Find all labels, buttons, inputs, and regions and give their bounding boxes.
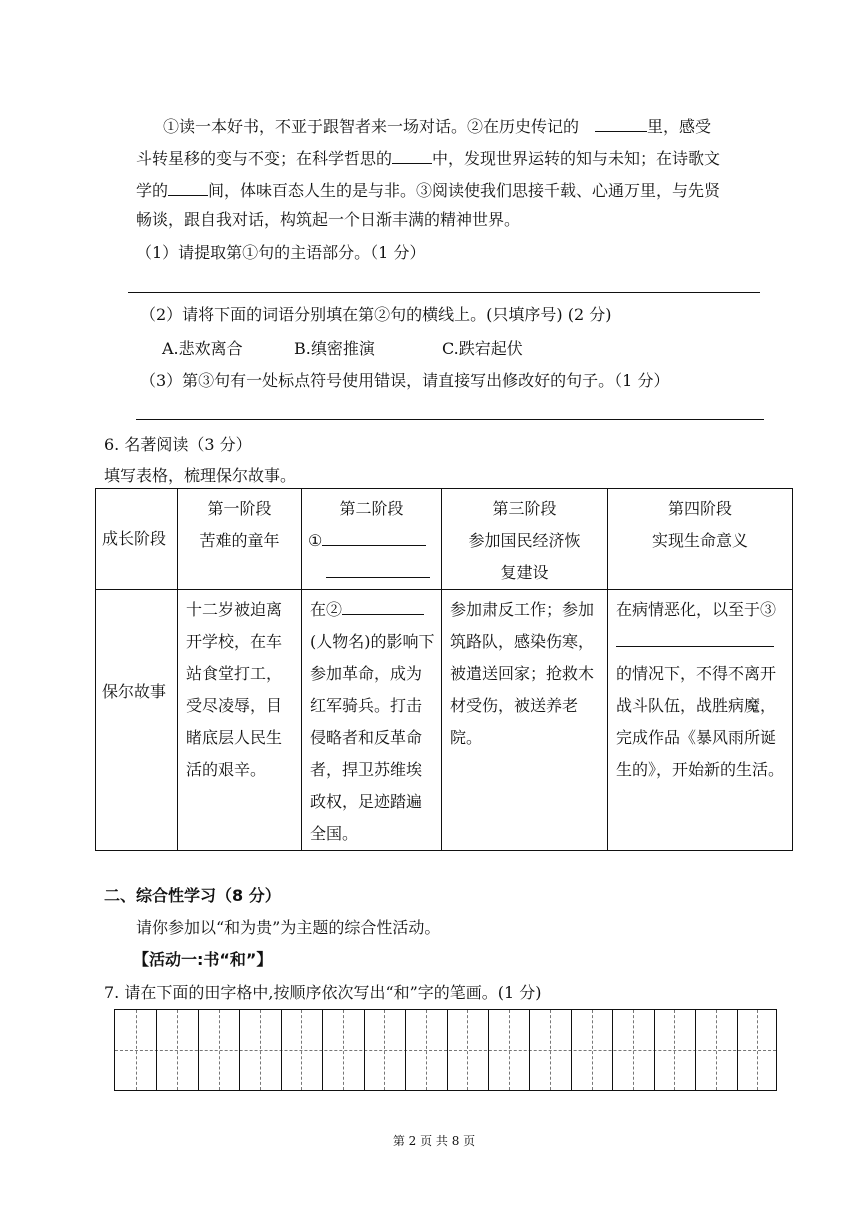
passage-line-1 (163, 113, 711, 138)
grid-cell-border (239, 1010, 240, 1090)
stage-2-blank-row-2 (308, 557, 435, 589)
grid-cell-guide (301, 1010, 302, 1090)
grid-cell-guide (757, 1010, 758, 1090)
answer-line-q1[interactable] (128, 292, 760, 293)
passage-text: 间，体味百态人生的是与非。③阅读使我们思接千载、心通万里，与先贤 (208, 181, 721, 200)
answer-blank[interactable] (168, 177, 208, 196)
stage-1-cell (178, 489, 302, 590)
row-label-growth-stage: 成长阶段 (96, 489, 178, 590)
paul-story-table (95, 488, 793, 851)
q6-title: 6. 名著阅读（3 分） (104, 435, 252, 454)
stage-4-cell (608, 489, 793, 590)
grid-cell-border (488, 1010, 489, 1090)
grid-cell-guide (177, 1010, 178, 1090)
passage-text: 里，感受 (647, 117, 712, 136)
answer-blank[interactable] (392, 145, 432, 164)
grid-cell-guide (550, 1010, 551, 1090)
question-7: 7. 请在下面的田字格中,按顺序依次写出“和”字的笔画。(1 分) (104, 983, 542, 1002)
grid-cell-guide (384, 1010, 385, 1090)
row-label-paul-story: 保尔故事 (96, 590, 178, 851)
grid-cell-guide (467, 1010, 468, 1090)
answer-blank-2[interactable] (342, 594, 424, 615)
grid-cell-border (571, 1010, 572, 1090)
grid-cell-guide (633, 1010, 634, 1090)
grid-cell-border (695, 1010, 696, 1090)
question-3: （3）第③句有一处标点符号使用错误，请直接写出修改好的句子。（1 分） (140, 371, 670, 390)
stage-1-name: 第一阶段 (207, 499, 272, 518)
answer-blank[interactable] (595, 113, 647, 132)
stage-2-name: 第二阶段 (339, 499, 404, 518)
passage-text: 畅谈，跟自我对话，构筑起一个日渐丰满的精神世界。 (136, 210, 521, 229)
grid-cell-border (529, 1010, 530, 1090)
q2-option-c: C.跌宕起伏 (442, 339, 523, 358)
grid-cell-guide (509, 1010, 510, 1090)
grid-cell-border (281, 1010, 282, 1090)
grid-horizontal-guide (115, 1050, 776, 1051)
q6-instruction: 填写表格，梳理保尔故事。 (104, 466, 297, 485)
grid-cell-border (447, 1010, 448, 1090)
passage-text: 斗转星移的变与不变；在科学哲思的 (136, 149, 393, 168)
grid-cell-guide (260, 1010, 261, 1090)
story-4-cell: 在病情恶化，以至于③的情况下，不得不离开战斗队伍，战胜病魔，完成作品《暴风雨所诞生的》，开始新的生活。 (608, 590, 793, 851)
tianzige-grid[interactable] (114, 1009, 777, 1091)
grid-cell-guide (136, 1010, 137, 1090)
grid-cell-border (737, 1010, 738, 1090)
q2-option-a: A.悲欢离合 (162, 339, 243, 358)
grid-cell-border (322, 1010, 323, 1090)
answer-blank-1[interactable] (322, 525, 426, 546)
grid-cell-border (156, 1010, 157, 1090)
answer-blank-1b[interactable] (326, 557, 430, 578)
grid-cell-guide (219, 1010, 220, 1090)
question-1: （1）请提取第①句的主语部分。（1 分） (136, 243, 426, 262)
story-1-cell: 十二岁被迫离开学校，在车站食堂打工，受尽凌辱，目睹底层人民生活的艰辛。 (178, 590, 302, 851)
section-2-intro: 请你参加以“和为贵”为主题的综合性活动。 (136, 918, 441, 937)
grid-cell-border (198, 1010, 199, 1090)
passage-text: ①读一本好书，不亚于跟智者来一场对话。②在历史传记的 (163, 117, 580, 136)
stage-4-desc: 实现生命意义 (651, 531, 748, 550)
answer-blank-3[interactable] (616, 626, 774, 647)
passage-line-2 (136, 145, 720, 170)
grid-cell-guide (716, 1010, 717, 1090)
stage-1-desc: 苦难的童年 (199, 531, 280, 550)
grid-cell-guide (343, 1010, 344, 1090)
grid-cell-border (364, 1010, 365, 1090)
stage-2-blank-row: ① (308, 525, 435, 557)
stage-4-name: 第四阶段 (667, 499, 732, 518)
grid-cell-guide (426, 1010, 427, 1090)
grid-cell-guide (592, 1010, 593, 1090)
passage-line-3 (136, 177, 720, 202)
section-2-title: 二、综合性学习（8 分） (104, 886, 281, 905)
grid-cell-border (405, 1010, 406, 1090)
passage-text: 学的 (136, 181, 169, 200)
grid-cell-border (654, 1010, 655, 1090)
story-2-cell: 在②(人物名)的影响下参加革命，成为红军骑兵。打击侵略者和反革命者，捍卫苏维埃政权，足迹踏遍全国。 (302, 590, 442, 851)
stage-2-cell (302, 489, 442, 590)
stage-3-cell (442, 489, 608, 590)
stage-3-name: 第三阶段 (492, 499, 557, 518)
grid-cell-border (612, 1010, 613, 1090)
grid-cell-guide (674, 1010, 675, 1090)
question-2: （2）请将下面的词语分别填在第②句的横线上。(只填序号) (2 分) (140, 305, 612, 324)
page-footer: 第 2 页 共 8 页 (392, 1134, 476, 1148)
activity-1-heading: 【活动一:书“和”】 (133, 950, 273, 969)
passage-line-4 (136, 209, 520, 231)
answer-line-q3[interactable] (136, 419, 764, 420)
passage-text: 中，发现世界运转的知与未知；在诗歌文 (432, 149, 721, 168)
story-3-cell: 参加肃反工作；参加筑路队，感染伤寒，被遣送回家；抢救木材受伤，被送养老院。 (442, 590, 608, 851)
stage-3-desc: 参加国民经济恢复建设 (468, 531, 581, 582)
q2-option-b: B.缜密推演 (294, 339, 375, 358)
